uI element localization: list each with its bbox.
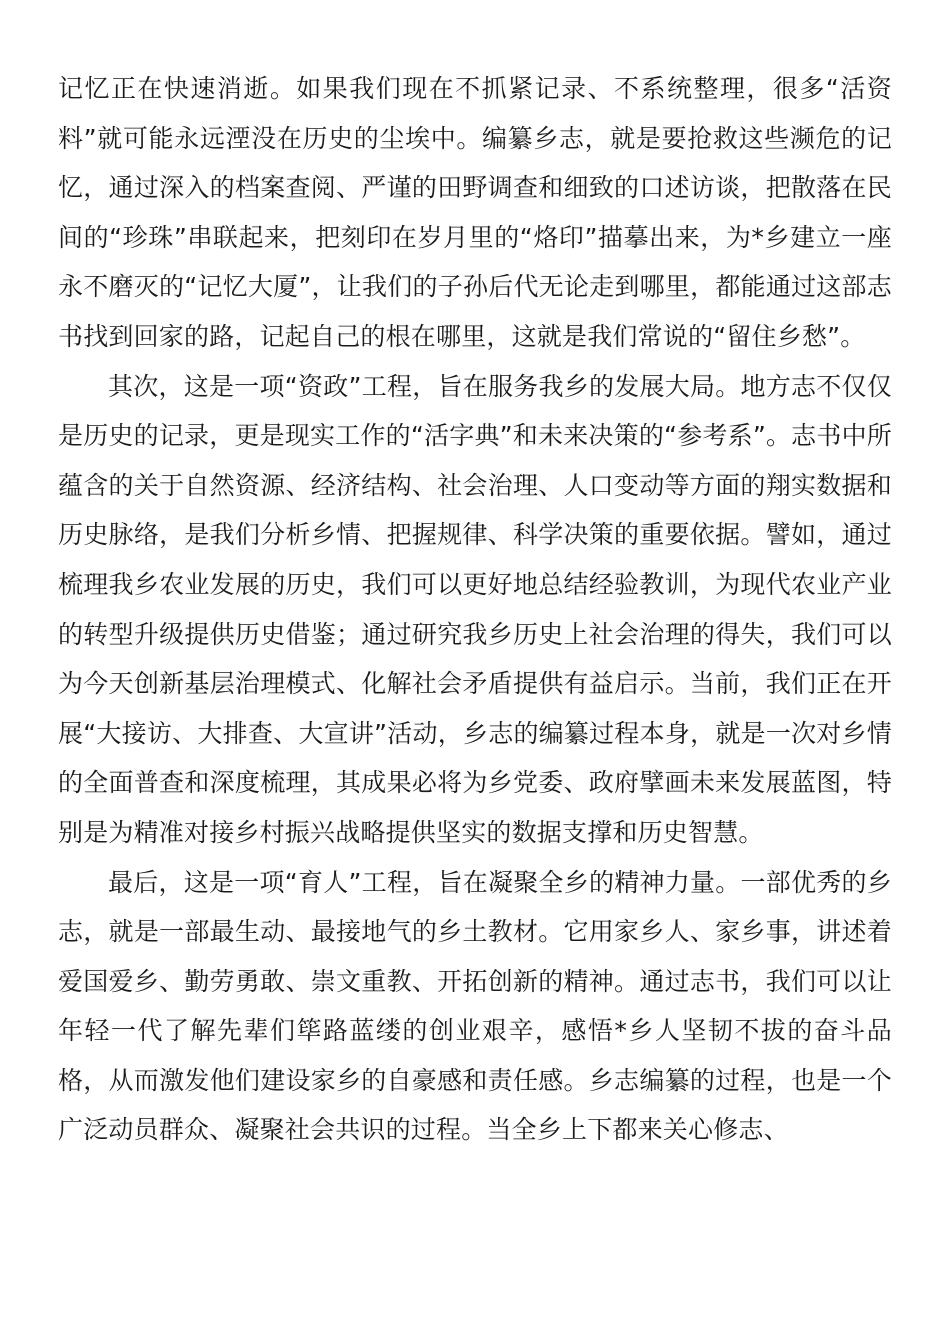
paragraph-secondly: 其次，这是一项“资政”工程，旨在服务我乡的发展大局。地方志不仅仅是历史的记录，更是现实工作的“活字典”和未来决策的“参考系”。志书中所蕴含的关于自然资源、经济结构、社会治理、人口变动等方面的翔实数据和历史脉络，是我们分析乡情、把握规律、科学决策的重要依据。譬如，通过梳理我乡农业发展的历史，我们可以更好地总结经验教训，为现代农业产业的转型升级提供历史借鉴；通过研究我乡历史上社会治理的得失，我们可以为今天创新基层治理模式、化解社会矛盾提供有益启示。当前，我们正在开展“大接访、大排查、大宣讲”活动，乡志的编纂过程本身，就是一次对乡情的全面普查和深度梳理，其成果必将为乡党委、政府擘画未来发展蓝图，特别是为精准对接乡村振兴战略提供坚实的数据支撑和历史智慧。 [58,371,892,847]
paragraph-finally: 最后，这是一项“育人”工程，旨在凝聚全乡的精神力量。一部优秀的乡志，就是一部最生动、最接地气的乡土教材。它用家乡人、家乡事，讲述着爱国爱乡、勤劳勇敢、崇文重教、开拓创新的精神。通过志书，我们可以让年轻一代了解先辈们筚路蓝缕的创业艰辛，感悟*乡人坚韧不拔的奋斗品格，从而激发他们建设家乡的自豪感和责任感。乡志编纂的过程，也是一个广泛动员群众、凝聚社会共识的过程。当全乡上下都来关心修志、 [58,867,892,1145]
body-text [58,64,892,1155]
paragraph-continuation: 记忆正在快速消逝。如果我们现在不抓紧记录、不系统整理，很多“活资料”就可能永远湮没在历史的尘埃中。编纂乡志，就是要抢救这些濒危的记忆，通过深入的档案查阅、严谨的田野调查和细致的口述访谈，把散落在民间的“珍珠”串联起来，把刻印在岁月里的“烙印”描摹出来，为*乡建立一座永不磨灭的“记忆大厦”，让我们的子孙后代无论走到哪里，都能通过这部志书找到回家的路，记起自己的根在哪里，这就是我们常说的“留住乡愁”。 [58,74,892,351]
